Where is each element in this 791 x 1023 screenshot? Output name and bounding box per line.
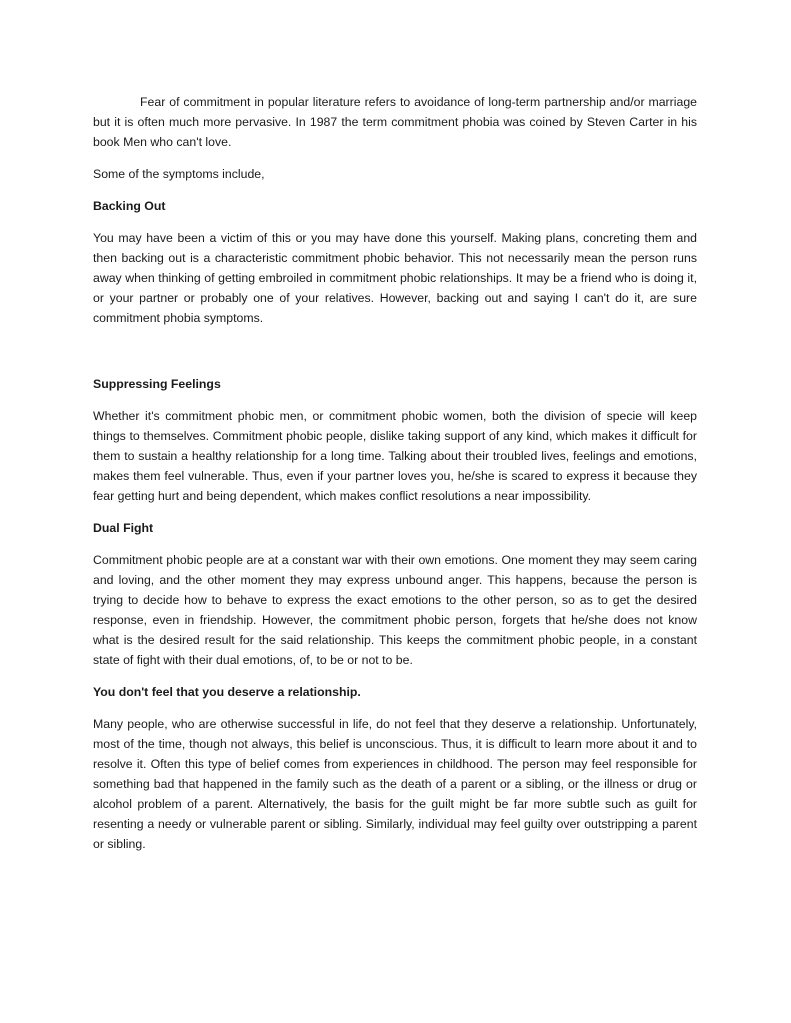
section-body-backing-out: You may have been a victim of this or you may have done this yourself. Making plans, concreting them and then backing out is a characteristic commitment phobic behavior. This not necessarily mean the person runs away when thinking of getting embroiled in commitment phobic relationships. It may be a friend who is doing it, or your partner or probably one of your relatives. However, backing out and saying I can't do it, are sure commitment phobia symptoms. — [93, 231, 697, 325]
section-heading-dual-fight: Dual Fight — [93, 521, 154, 535]
section-heading-backing-out: Backing Out — [93, 199, 166, 213]
section-body-suppressing-feelings: Whether it's commitment phobic men, or commitment phobic women, both the division of specie will keep things to themselves. Commitment phobic people, dislike taking support of any kind, which makes it difficult for them to sustain a healthy relationship for a long time. Talking about their troubled lives, feelings and emotions, makes them feel vulnerable. Thus, even if your partner loves you, he/she is scared to express it because they fear getting hurt and being dependent, which makes conflict resolutions a near impossibility. — [93, 409, 697, 503]
section-body-dual-fight: Commitment phobic people are at a constant war with their own emotions. One moment they may seem caring and loving, and the other moment they may express unbound anger. This happens, because the person is trying to decide how to behave to express the exact emotions to the other person, so as to get the desired response, even in friendship. However, the commitment phobic person, forgets that he/she does not know what is the desired result for the said relationship. This keeps the commitment phobic people, in a constant state of fight with their dual emotions, of, to be or not to be. — [93, 553, 697, 667]
section-body-deserve-relationship: Many people, who are otherwise successful in life, do not feel that they deserve a relationship. Unfortunately, most of the time, though not always, this belief is unconscious. Thus, it is difficult to learn more about it and to resolve it. Often this type of belief comes from experiences in childhood. The person may feel responsible for something bad that happened in the family such as the death of a parent or a sibling, or the illness or drug or alcohol problem of a parent. Alternatively, the basis for the guilt might be far more subtle such as guilt for resenting a needy or vulnerable parent or sibling. Similarly, individual may feel guilty over outstripping a parent or sibling. — [93, 717, 697, 851]
intro-paragraph: Fear of commitment in popular literature refers to avoidance of long-term partnership and/or marriage but it is often much more pervasive. In 1987 the term commitment phobia was coined by Steven Carter in his book Men who can't love. — [93, 95, 697, 149]
lead-paragraph: Some of the symptoms include, — [93, 167, 265, 181]
section-heading-suppressing-feelings: Suppressing Feelings — [93, 377, 221, 391]
blank-space — [93, 340, 697, 374]
section-heading-deserve-relationship: You don't feel that you deserve a relationship. — [93, 685, 361, 699]
